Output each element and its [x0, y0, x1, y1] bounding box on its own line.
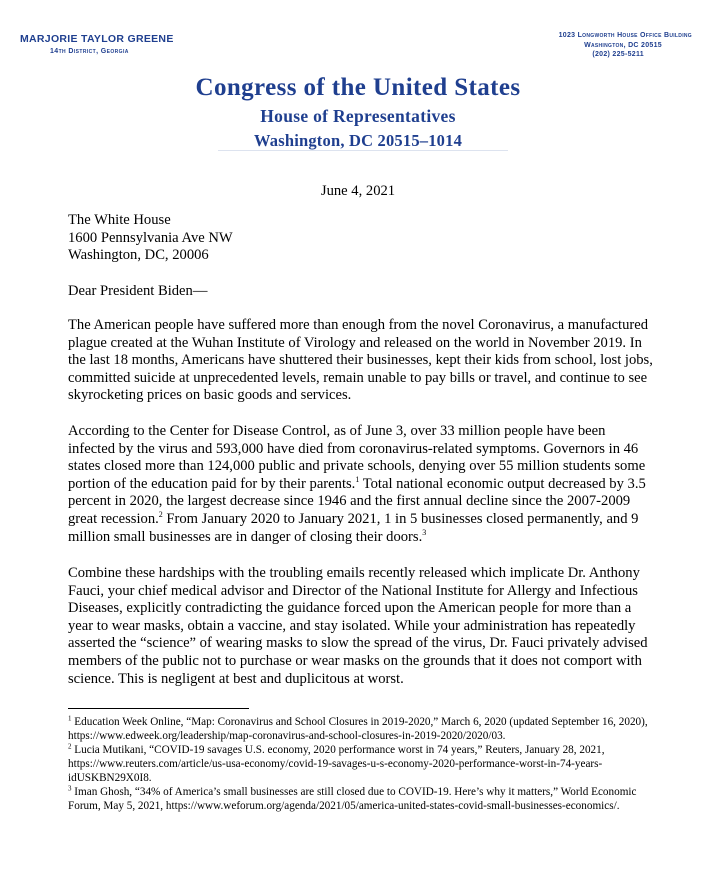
address-line: Washington, DC, 20006: [68, 247, 209, 264]
footnote-text: Lucia Mutikani, “COVID-19 savages U.S. economy, 2020 performance worst in 74 years,” Reuters, January 28, 2021, https://www.reuters.com/article/us-usa-economy/covid-19-savages-u-s-economy-2020-performance-worst-in-74-years-idUSKBN29X0I8.: [68, 744, 605, 784]
address-line: 1600 Pennsylvania Ave NW: [68, 229, 233, 246]
address-line: The White House: [68, 212, 171, 228]
letterhead-address: Washington, DC 20515–1014: [253, 131, 463, 150]
footnote-text: Education Week Online, “Map: Coronavirus and School Closures in 2019-2020,” March 6, 2020 (updated September 16, 2020), https://www.edweek.org/leadership/map-coronavirus-and-school-closures-in-2019-2020/2020/03.: [68, 716, 648, 742]
paragraph-2-part-a: According to the Center for Disease Control, as of June 3, over 33 million people have been infected by the virus and 593,000 have died from coronavirus-related symptoms. Governors in 46 states closed more than 124,000 public and private schools, denying over 55 million students some portion of the education paid for by their parents.: [68, 423, 646, 492]
paragraph-3-text: Combine these hardships with the troubling emails recently released which implicate Dr. Anthony Fauci, your chief medical advisor and Director of the National Institute for Allergy and Infectious Diseases, explicitly contradicting the guidance forced upon the American people for more than a year to wear masks, obtain a vaccine, and stay isolated. While your administration has repeatedly asserted the “science” of wearing masks to slow the spread of the virus, Dr. Fauci privately advised members of the public not to purchase or wear masks on the grounds that it does not comport with science. This is negligent at best and duplicitous at worst.: [68, 565, 648, 687]
footnote-number: 1: [68, 714, 72, 723]
footnote-number: 3: [68, 784, 72, 793]
footnote-1: [68, 715, 656, 743]
footnote-number: 2: [68, 742, 72, 751]
member-district: 14th District, Georgia: [50, 48, 129, 55]
footnote-2: [68, 743, 656, 785]
paragraph-2-part-c: From January 2020 to January 2021, 1 in 5 businesses closed permanently, and 9 million small businesses are in danger of closing their doors.: [68, 510, 639, 545]
footnote-ref-3: 3: [422, 527, 427, 537]
footnote-divider: [68, 708, 249, 709]
paragraph-1: [68, 317, 656, 405]
letterhead-house: House of Representatives: [260, 106, 456, 126]
letterhead-divider: [218, 150, 508, 151]
footnote-ref-1: 1: [355, 474, 360, 484]
footnote-3: [68, 785, 656, 813]
member-name: MARJORIE TAYLOR GREENE: [20, 33, 174, 45]
paragraph-2-part-b: Total national economic output decreased by 3.5 percent in 2020, the largest decrease since 1946 and the first annual decline since the 2007-2009 great recession.: [68, 475, 646, 527]
recipient-address: [68, 212, 656, 265]
office-address-block: [559, 31, 692, 60]
office-building: 1023 Longworth House Office Building: [558, 32, 692, 39]
paragraph-2: [68, 423, 656, 546]
paragraph-3: [68, 565, 656, 688]
footnote-text: Iman Ghosh, “34% of America’s small businesses are still closed due to COVID-19. Here’s why it matters,” World Economic Forum, May 5, 2021, https://www.weforum.org/agenda/2021/05/america-united-states-covid-small-businesses-economics/.: [68, 786, 637, 812]
member-block: [20, 33, 174, 57]
letter-date: June 4, 2021: [320, 183, 396, 199]
office-city: Washington, DC 20515: [584, 41, 662, 49]
salutation: Dear President Biden—: [68, 283, 208, 299]
letterhead-congress: Congress of the United States: [195, 74, 521, 101]
footnote-ref-2: 2: [158, 510, 163, 520]
paragraph-2-text: [68, 423, 656, 546]
footnotes: [68, 715, 656, 813]
office-phone: (202) 225-5211: [592, 51, 644, 58]
paragraph-1-text: The American people have suffered more than enough from the novel Coronavirus, a manufactured plague created at the Wuhan Institute of Virology and released on the world in November 2019. In the last 18 months, Americans have shuttered their businesses, kept their kids from school, lost jobs, committed suicide at unprecedented levels, remain unable to pay bills or travel, and continue to see skyrocketing prices on basic goods and services.: [68, 317, 653, 404]
